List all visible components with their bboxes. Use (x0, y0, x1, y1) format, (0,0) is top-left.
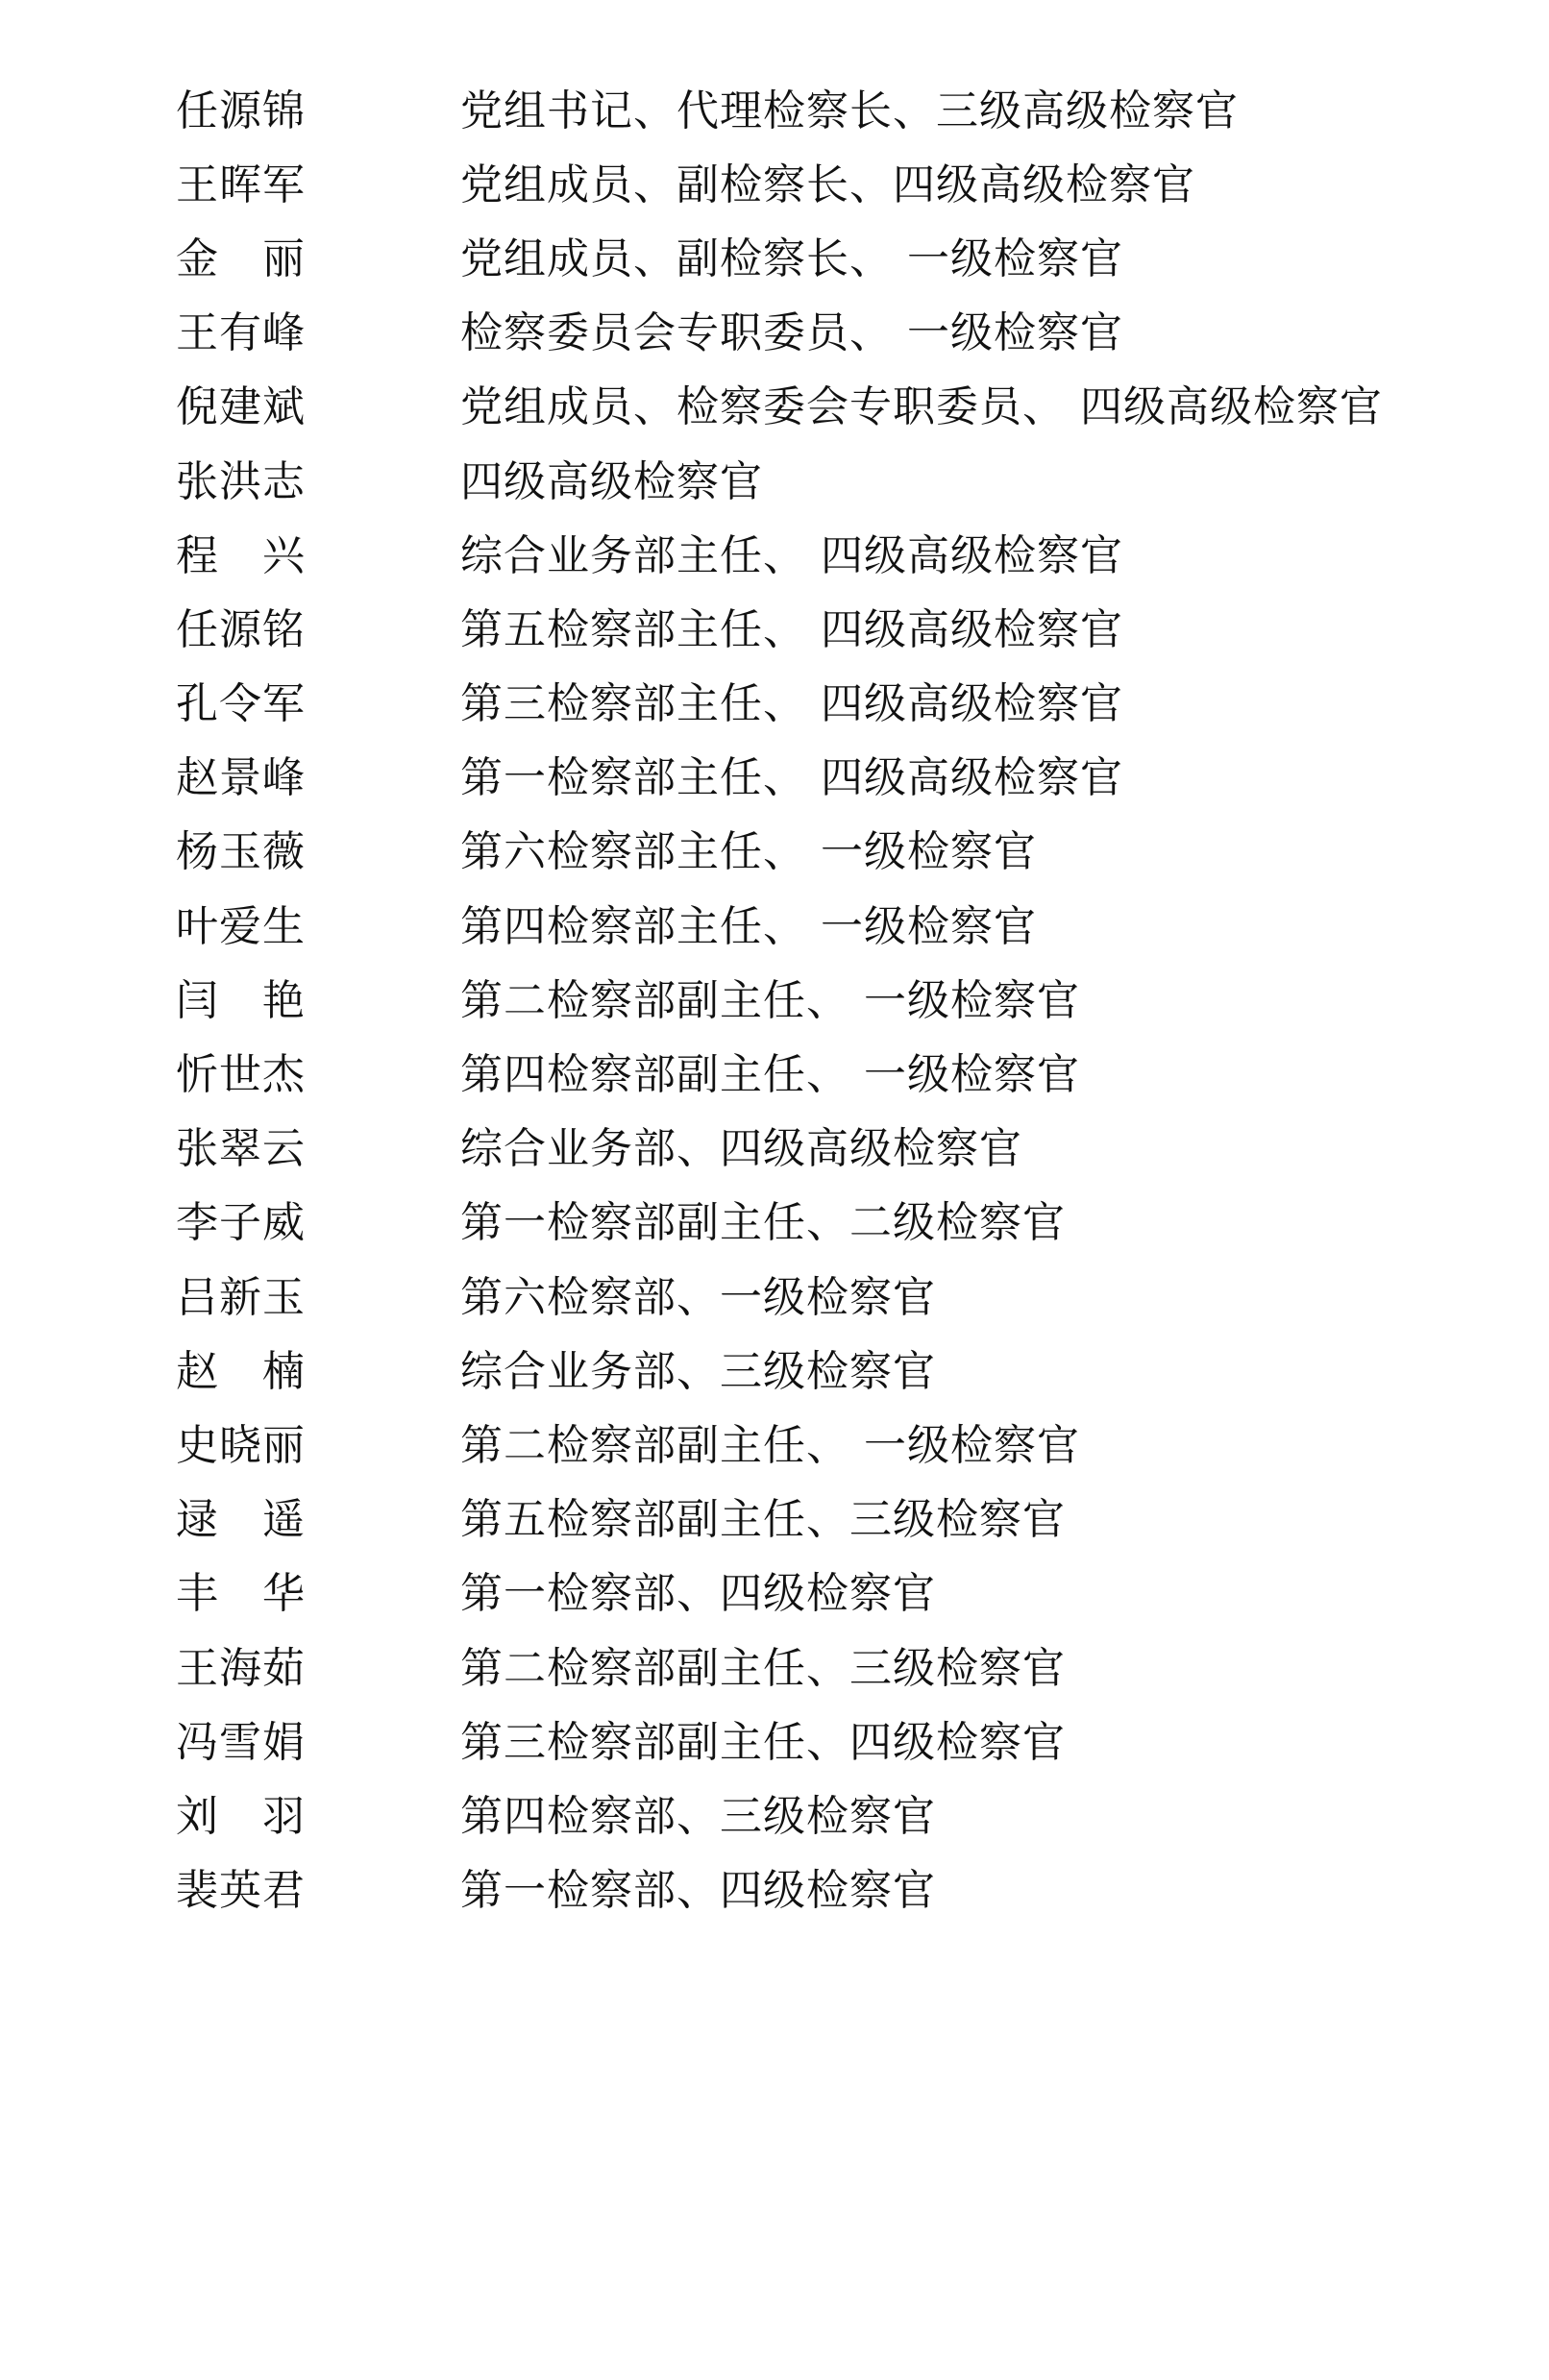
roster-row (176, 1627, 1521, 1701)
roster-row (176, 514, 1521, 588)
person-name: 杨玉薇 (176, 827, 306, 877)
person-name: 刘 羽 (176, 1791, 306, 1841)
person-name: 任源铭 (176, 604, 306, 654)
person-title: 党组成员、副检察长、四级高级检察官 (460, 159, 1195, 209)
person-title: 党组成员、副检察长、 一级检察官 (460, 233, 1123, 283)
person-name: 逯 遥 (176, 1495, 306, 1545)
roster-row (176, 292, 1521, 366)
personnel-roster (176, 69, 1521, 1924)
person-title: 党组书记、代理检察长、三级高级检察官 (460, 86, 1239, 135)
roster-row (176, 885, 1521, 959)
person-name: 王晖军 (176, 159, 306, 209)
roster-row (176, 1479, 1521, 1553)
roster-row (176, 663, 1521, 737)
person-name: 冯雪娟 (176, 1717, 306, 1767)
roster-row (176, 143, 1521, 217)
person-name: 李子威 (176, 1198, 306, 1248)
person-title: 第二检察部副主任、 一级检察官 (460, 1420, 1080, 1470)
person-title: 第五检察部主任、 四级高级检察官 (460, 604, 1123, 654)
person-title: 第一检察部副主任、二级检察官 (460, 1198, 1066, 1248)
roster-row (176, 1553, 1521, 1627)
person-title: 综合业务部主任、 四级高级检察官 (460, 530, 1123, 580)
person-title: 第一检察部、四级检察官 (460, 1866, 936, 1916)
roster-row (176, 1182, 1521, 1256)
person-title: 检察委员会专职委员、 一级检察官 (460, 308, 1123, 358)
person-title: 第二检察部副主任、 一级检察官 (460, 975, 1080, 1025)
roster-row (176, 1701, 1521, 1775)
person-name: 金 丽 (176, 233, 306, 283)
person-name: 裴英君 (176, 1866, 306, 1916)
person-title: 第三检察部副主任、四级检察官 (460, 1717, 1066, 1767)
roster-row (176, 1033, 1521, 1107)
person-title: 第四检察部副主任、 一级检察官 (460, 1050, 1080, 1100)
roster-row (176, 1850, 1521, 1924)
person-title: 第一检察部、四级检察官 (460, 1569, 936, 1619)
person-title: 四级高级检察官 (460, 456, 763, 506)
roster-row (176, 1775, 1521, 1849)
person-title: 第二检察部副主任、三级检察官 (460, 1643, 1066, 1693)
person-name: 史晓丽 (176, 1420, 306, 1470)
person-title: 第四检察部、三级检察官 (460, 1791, 936, 1841)
person-name: 叶爱生 (176, 901, 306, 951)
person-title: 第三检察部主任、 四级高级检察官 (460, 679, 1123, 729)
person-name: 赵 楠 (176, 1346, 306, 1396)
person-title: 第四检察部主任、 一级检察官 (460, 901, 1037, 951)
person-title: 第五检察部副主任、三级检察官 (460, 1495, 1066, 1545)
roster-row (176, 440, 1521, 514)
person-title: 综合业务部、四级高级检察官 (460, 1124, 1022, 1174)
roster-row (176, 1108, 1521, 1182)
person-name: 王有峰 (176, 308, 306, 358)
person-title: 党组成员、检察委会专职委员、 四级高级检察官 (460, 382, 1383, 432)
roster-row (176, 69, 1521, 143)
person-title: 第一检察部主任、 四级高级检察官 (460, 753, 1123, 803)
roster-row (176, 1404, 1521, 1478)
roster-row (176, 366, 1521, 440)
roster-row (176, 737, 1521, 811)
person-name: 闫 艳 (176, 975, 306, 1025)
roster-row (176, 959, 1521, 1033)
roster-row (176, 588, 1521, 662)
person-name: 程 兴 (176, 530, 306, 580)
person-name: 丰 华 (176, 1569, 306, 1619)
person-name: 张洪志 (176, 456, 306, 506)
person-title: 综合业务部、三级检察官 (460, 1346, 936, 1396)
roster-row (176, 811, 1521, 885)
person-name: 忻世杰 (176, 1050, 306, 1100)
person-name: 倪建斌 (176, 382, 306, 432)
roster-row (176, 217, 1521, 291)
person-name: 张翠云 (176, 1124, 306, 1174)
person-name: 孔令军 (176, 679, 306, 729)
person-name: 吕新玉 (176, 1272, 306, 1322)
roster-row (176, 1330, 1521, 1404)
person-name: 王海茹 (176, 1643, 306, 1693)
person-title: 第六检察部主任、 一级检察官 (460, 827, 1037, 877)
person-title: 第六检察部、一级检察官 (460, 1272, 936, 1322)
roster-row (176, 1256, 1521, 1330)
person-name: 赵景峰 (176, 753, 306, 803)
person-name: 任源锦 (176, 86, 306, 135)
